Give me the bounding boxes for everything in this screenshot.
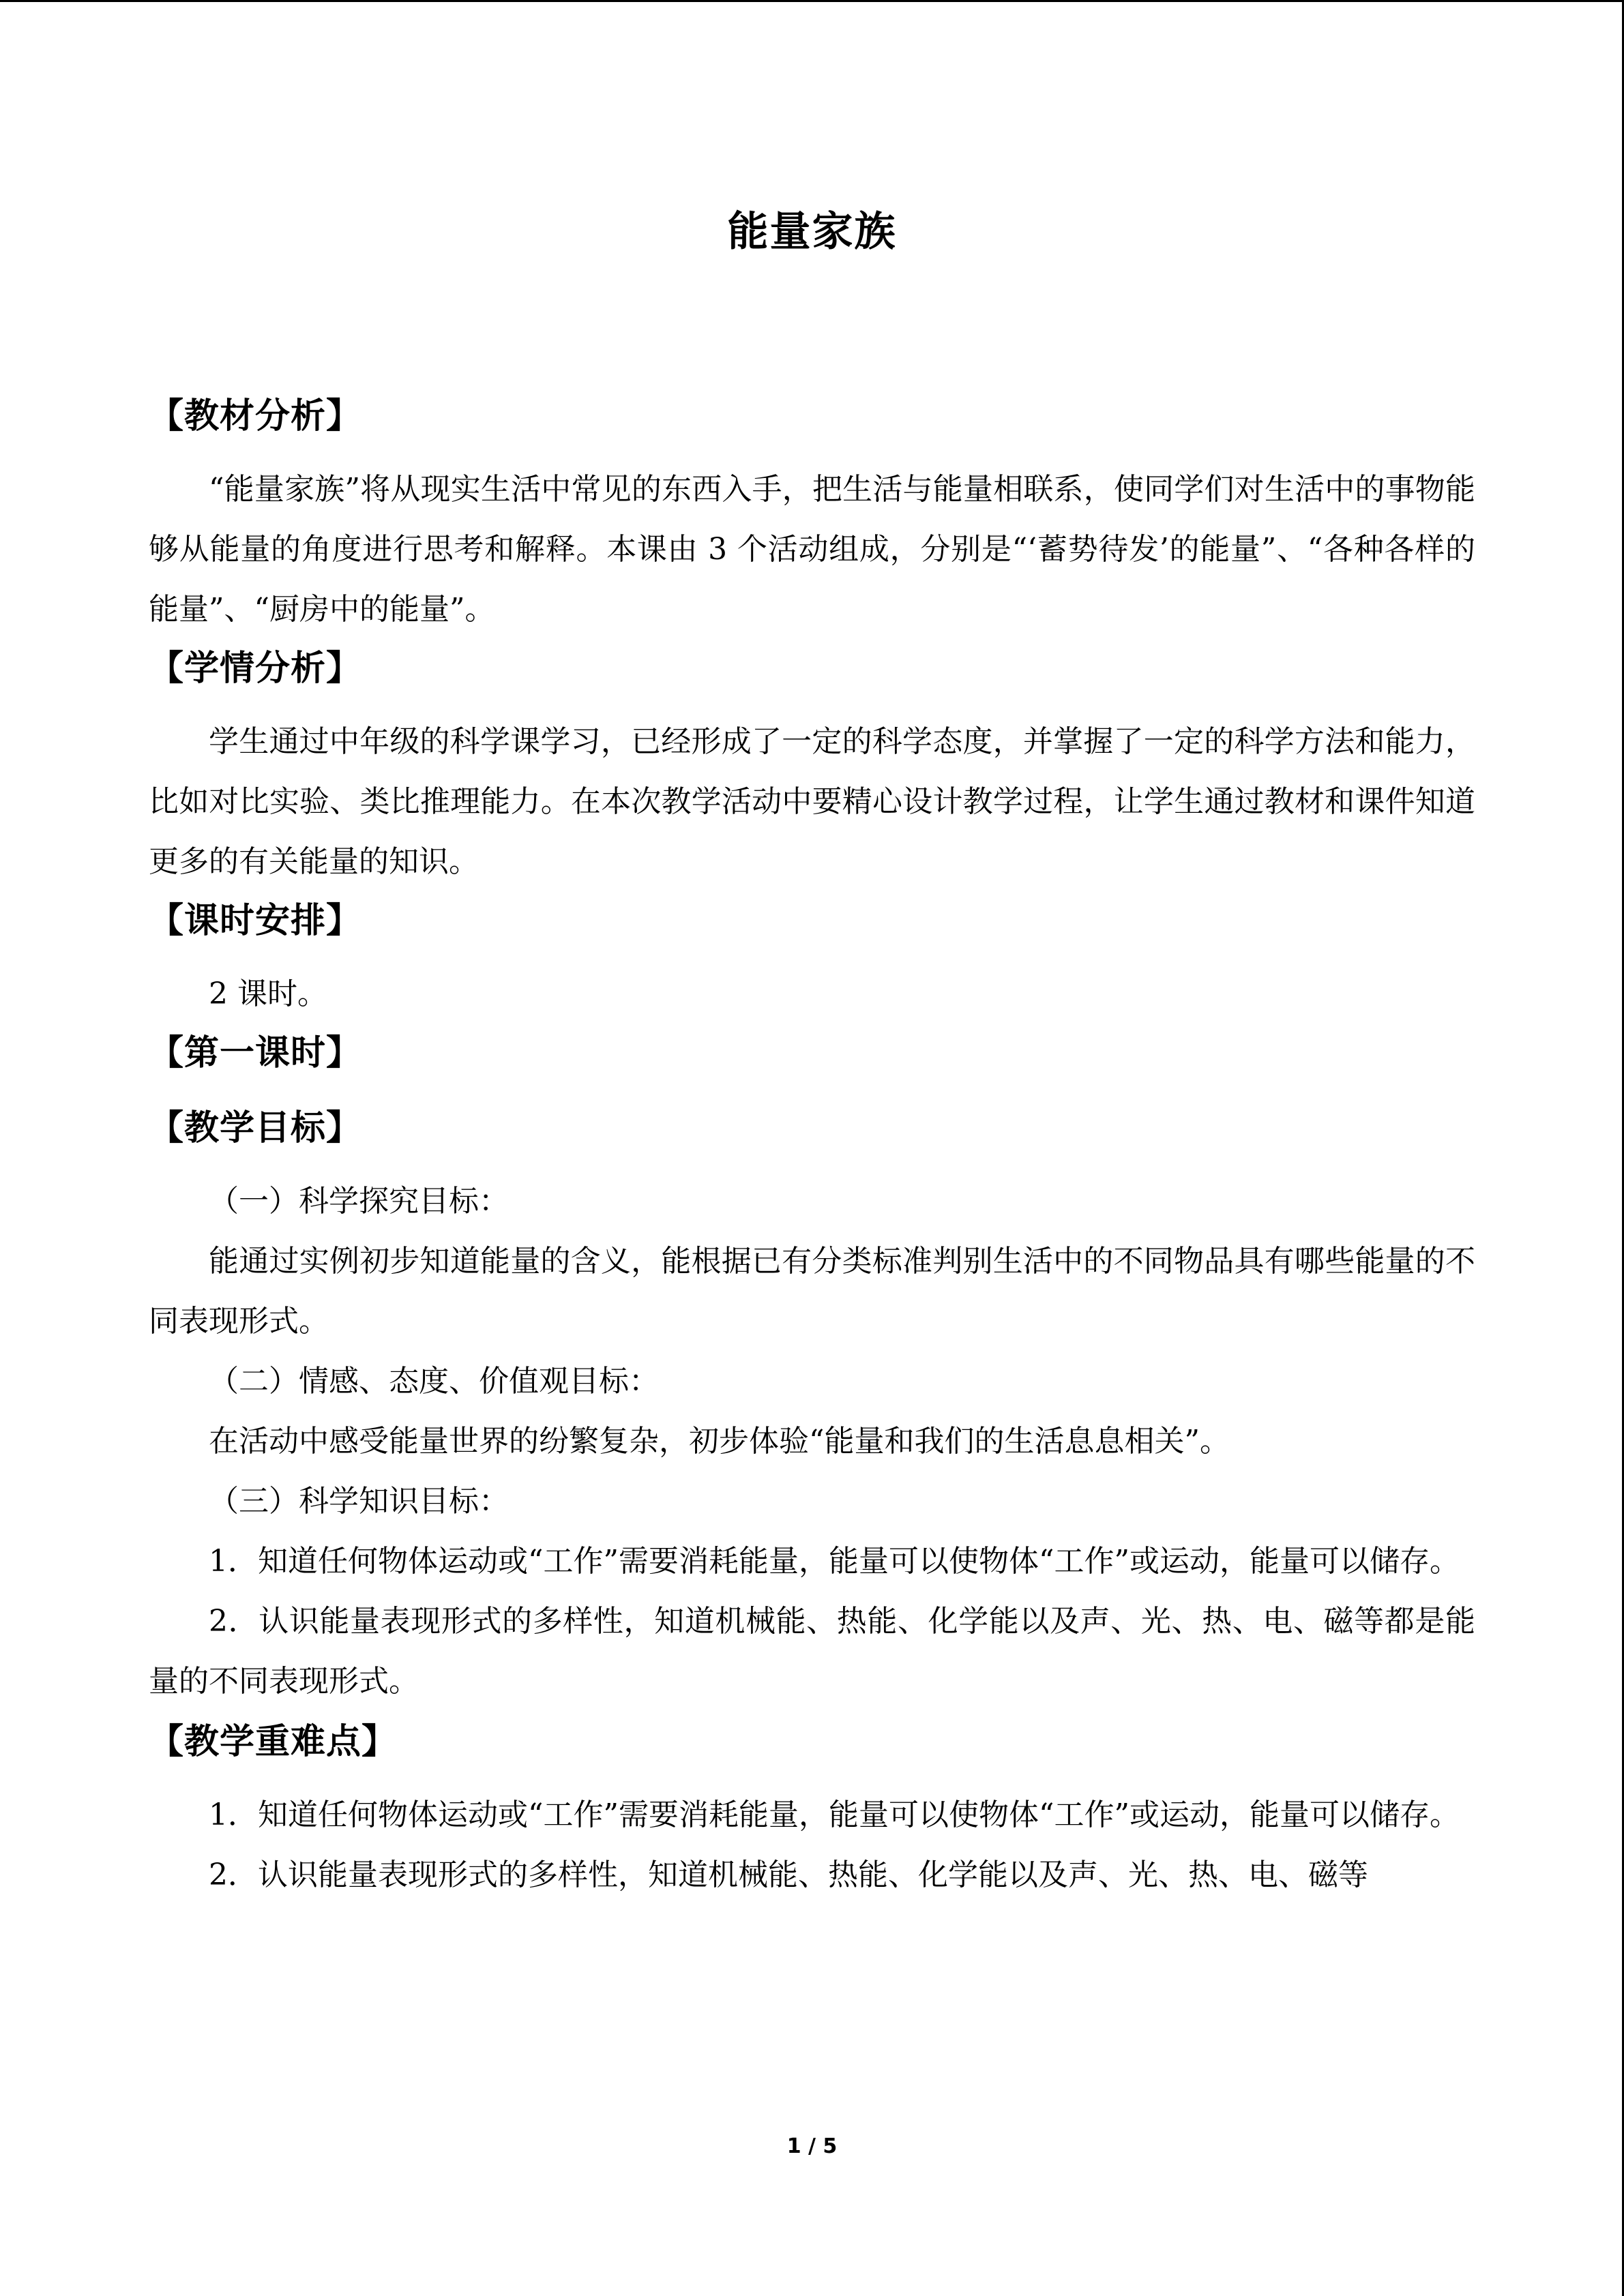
section-heading: 【学情分析】 bbox=[149, 648, 362, 689]
page-border-top bbox=[0, 0, 1624, 2]
section-paragraph: 2 课时。 bbox=[209, 976, 327, 1011]
section-student-analysis bbox=[149, 645, 1475, 892]
key-point-list-item: 2．认识能量表现形式的多样性，知道机械能、热能、化学能以及声、光、热、电、磁等 bbox=[209, 1858, 1368, 1892]
objective-paragraph: 能通过实例初步知道能量的含义，能根据已有分类标准判别生活中的不同物品具有哪些能量的不同表现形式。 bbox=[149, 1244, 1475, 1339]
section-heading: 【课时安排】 bbox=[149, 901, 362, 941]
section-heading: 【教学目标】 bbox=[149, 1108, 362, 1148]
page-number: 1 / 5 bbox=[786, 2134, 838, 2158]
section-heading: 【教材分析】 bbox=[149, 396, 362, 436]
section-materials-analysis bbox=[149, 393, 1475, 640]
section-schedule bbox=[149, 897, 1475, 1024]
section-heading: 【第一课时】 bbox=[149, 1033, 362, 1073]
section-paragraph: “能量家族”将从现实生活中常见的东西入手，把生活与能量相联系，使同学们对生活中的事物能够从能量的角度进行思考和解释。本课由 3 个活动组成，分别是“‘蓄势待发’的能量”、“各种各样的能量”、“厨房中的能量”。 bbox=[149, 472, 1475, 627]
section-paragraph: 学生通过中年级的科学课学习，已经形成了一定的科学态度，并掌握了一定的科学方法和能力，比如对比实验、类比推理能力。在本次教学活动中要精心设计教学过程，让学生通过教材和课件知道更多的有关能量的知识。 bbox=[149, 724, 1475, 879]
objective-list-item: 1．知道任何物体运动或“工作”需要消耗能量，能量可以使物体“工作”或运动，能量可以储存。 bbox=[209, 1544, 1460, 1579]
objective-subheading: （一）科学探究目标： bbox=[209, 1184, 509, 1219]
section-objectives bbox=[149, 1105, 1475, 1712]
section-heading: 【教学重难点】 bbox=[149, 1722, 398, 1762]
objective-list-item: 2．认识能量表现形式的多样性，知道机械能、热能、化学能以及声、光、热、电、磁等都是能量的不同表现形式。 bbox=[149, 1604, 1475, 1699]
objective-subheading: （三）科学知识目标： bbox=[209, 1484, 509, 1519]
objective-paragraph: 在活动中感受能量世界的纷繁复杂，初步体验“能量和我们的生活息息相关”。 bbox=[209, 1424, 1230, 1459]
section-first-lesson bbox=[149, 1030, 1475, 1077]
document-title: 能量家族 bbox=[727, 208, 897, 256]
document-page bbox=[149, 205, 1475, 1905]
objective-subheading: （二）情感、态度、价值观目标： bbox=[209, 1364, 659, 1399]
section-key-points bbox=[149, 1718, 1475, 1905]
key-point-list-item: 1．知道任何物体运动或“工作”需要消耗能量，能量可以使物体“工作”或运动，能量可以储存。 bbox=[209, 1798, 1460, 1832]
